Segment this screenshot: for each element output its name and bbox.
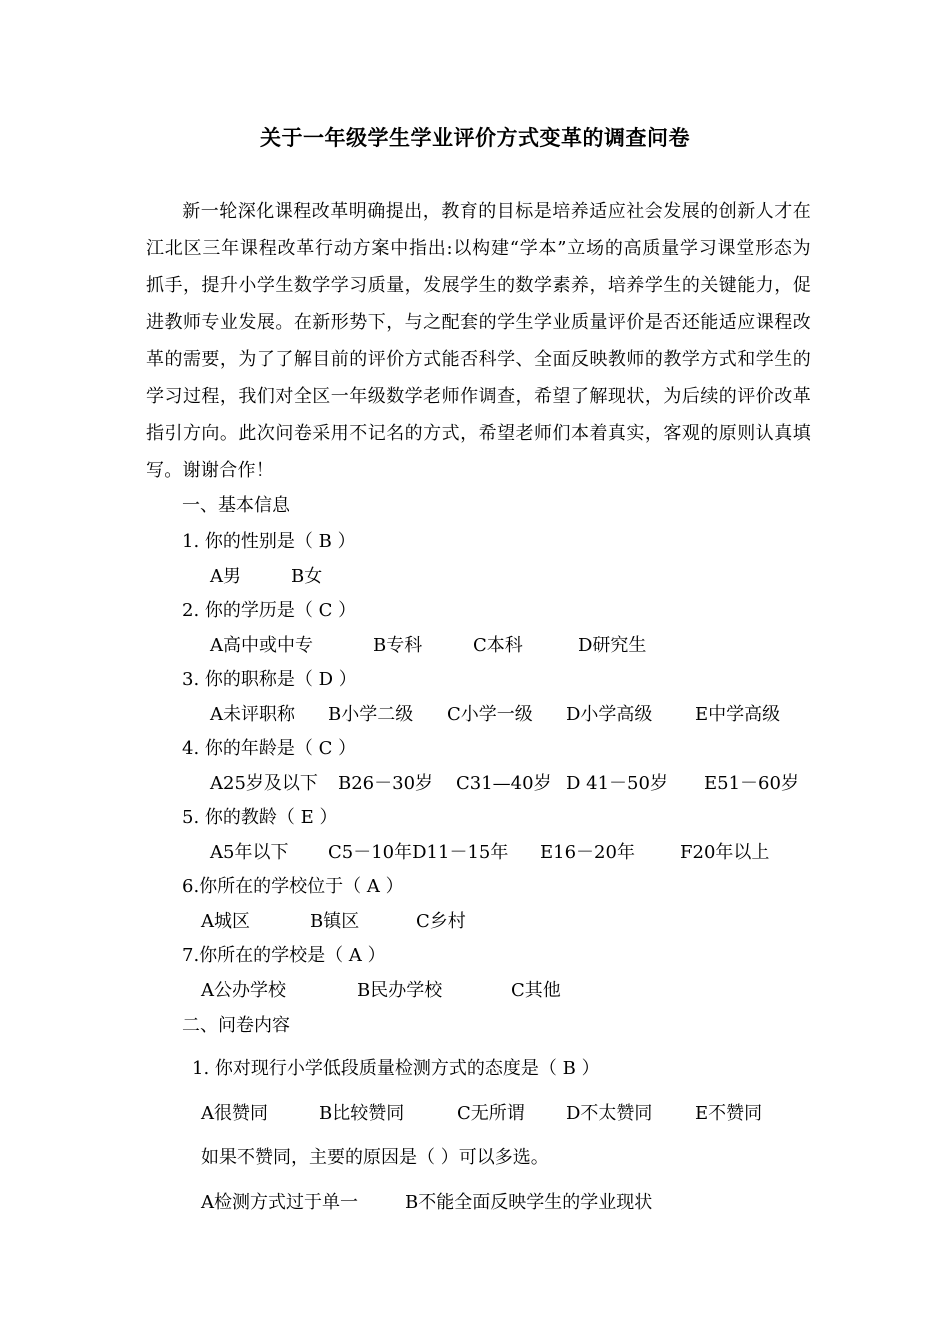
question-teaching-years: 5. 你的教龄（ E ） bbox=[182, 807, 338, 828]
question-title-rank: 3. 你的职称是（ D ） bbox=[182, 669, 357, 690]
option-rank-e: E中学高级 bbox=[695, 704, 781, 725]
option-type-c: C其他 bbox=[511, 980, 561, 1001]
option-age-a: A25岁及以下 bbox=[210, 773, 318, 794]
option-attitude-a: A很赞同 bbox=[201, 1103, 268, 1124]
option-age-e: E51－60岁 bbox=[704, 773, 799, 794]
option-years-a: A5年以下 bbox=[210, 842, 289, 863]
option-gender-b: B女 bbox=[291, 566, 323, 587]
question-gender: 1. 你的性别是（ B ） bbox=[182, 531, 356, 552]
question-age: 4. 你的年龄是（ C ） bbox=[182, 738, 357, 759]
option-age-d: D 41－50岁 bbox=[566, 773, 668, 794]
option-rank-c: C小学一级 bbox=[447, 704, 533, 725]
option-location-b: B镇区 bbox=[310, 911, 360, 932]
option-education-b: B专科 bbox=[373, 635, 423, 656]
document-title: 关于一年级学生学业评价方式变革的调查问卷 bbox=[260, 125, 690, 150]
question-attitude: 1. 你对现行小学低段质量检测方式的态度是（ B ） bbox=[192, 1058, 600, 1079]
option-attitude-b: B比较赞同 bbox=[319, 1103, 405, 1124]
option-attitude-e: E不赞同 bbox=[695, 1103, 763, 1124]
option-location-a: A城区 bbox=[201, 911, 250, 932]
option-type-a: A公办学校 bbox=[201, 980, 286, 1001]
option-type-b: B民办学校 bbox=[357, 980, 443, 1001]
question-education: 2. 你的学历是（ C ） bbox=[182, 600, 357, 621]
option-rank-b: B小学二级 bbox=[328, 704, 414, 725]
followup-question: 如果不赞同，主要的原因是（ ）可以多选。 bbox=[201, 1147, 549, 1168]
option-education-d: D研究生 bbox=[578, 635, 647, 656]
option-years-c-d: C5－10年D11－15年 bbox=[328, 842, 509, 863]
followup-option-a: A检测方式过于单一 bbox=[201, 1192, 358, 1213]
option-rank-d: D小学高级 bbox=[566, 704, 653, 725]
intro-paragraph bbox=[146, 193, 811, 489]
section-heading-basic-info: 一、基本信息 bbox=[182, 495, 290, 516]
question-school-type: 7.你所在的学校是（ A ） bbox=[182, 945, 386, 966]
option-years-f: F20年以上 bbox=[680, 842, 770, 863]
option-years-e: E16－20年 bbox=[540, 842, 635, 863]
option-rank-a: A未评职称 bbox=[210, 704, 295, 725]
option-attitude-d: D不太赞同 bbox=[566, 1103, 653, 1124]
option-gender-a: A男 bbox=[210, 566, 241, 587]
option-age-c: C31—40岁 bbox=[456, 773, 552, 794]
option-age-b: B26－30岁 bbox=[338, 773, 434, 794]
followup-option-b: B不能全面反映学生的学业现状 bbox=[405, 1192, 653, 1213]
option-location-c: C乡村 bbox=[416, 911, 466, 932]
option-education-c: C本科 bbox=[473, 635, 523, 656]
option-education-a: A高中或中专 bbox=[210, 635, 313, 656]
option-attitude-c: C无所谓 bbox=[457, 1103, 525, 1124]
question-school-location: 6.你所在的学校位于（ A ） bbox=[182, 876, 404, 897]
intro-text: 新一轮深化课程改革明确提出，教育的目标是培养适应社会发展的创新人才在江北区三年课程改革行动方案中指出:以构建“学本”立场的高质量学习课堂形态为抓手，提升小学生数学学习质量，发展学生的数学素养，培养学生的关键能力，促进教师专业发展。在新形势下，与之配套的学生学业质量评价是否还能适应课程改革的需要，为了了解目前的评价方式能否科学、全面反映教师的教学方式和学生的学习过程，我们对全区一年级数学老师作调查，希望了解现状，为后续的评价改革指引方向。此次问卷采用不记名的方式，希望老师们本着真实，客观的原则认真填写。谢谢合作！ bbox=[146, 201, 811, 481]
section-heading-questionnaire: 二、问卷内容 bbox=[182, 1015, 290, 1036]
